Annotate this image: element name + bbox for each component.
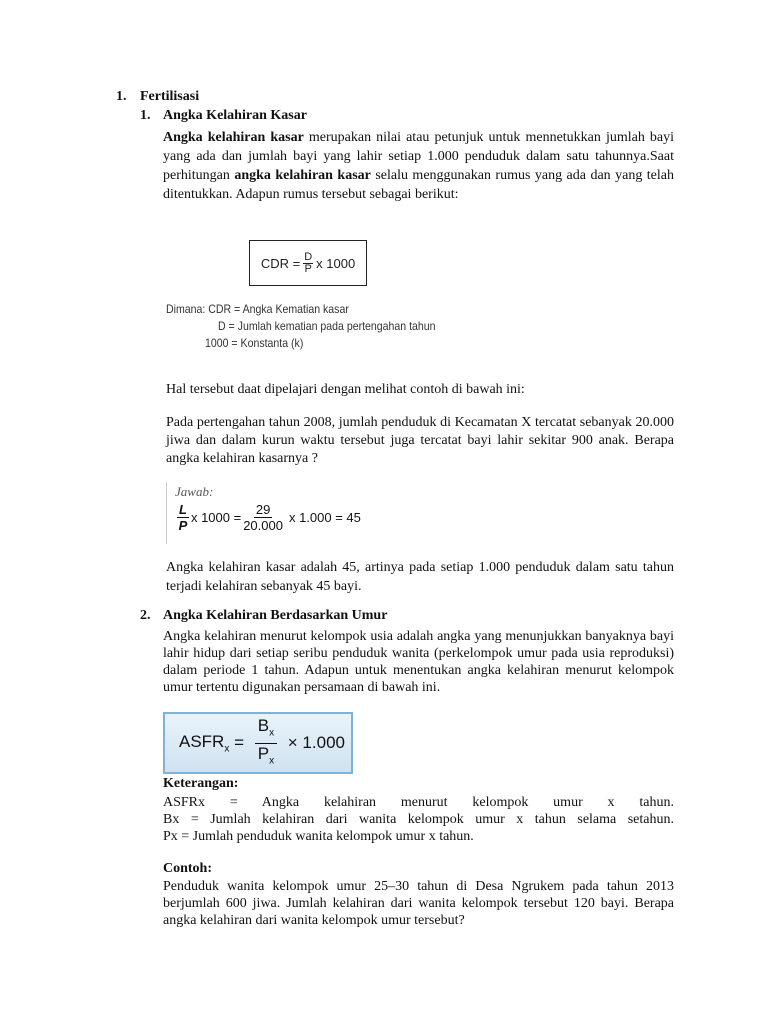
answer-result: x 1.000 = 45 [288, 510, 361, 525]
example-question: Pada pertengahan tahun 2008, jumlah penduduk di Kecamatan X tercatat sebanyak 20.000 jiwa dan dalam kurun waktu tersebut juga tercatat bayi lahir sekitar 900 anak. Berapa angka kelahiran kasarnya ? [166, 415, 674, 466]
answer-denominator: 20.000 [243, 518, 283, 533]
subsection-number: 2. [140, 608, 151, 623]
section-title: Fertilisasi [140, 89, 200, 104]
keterangan-item: ASFRx = Angka kelahiran menurut kelompok umur x tahun. [163, 795, 674, 810]
paragraph-asfr-definition: Angka kelahiran menurut kelompok usia adalah angka yang menunjukkan banyaknya bayi lahir hidup dari setiap seribu penduduk wanita (perkelompok umur pada usia reproduksi) dalam periode 1 tahun. Adapun untuk menentukan angka kelahiran menurut kelompok umur tertentu digunakan persamaan di bawah ini. [163, 629, 674, 695]
contoh-text: Penduduk wanita kelompok umur 25–30 tahun di Desa Ngrukem pada tahun 2013 berjumlah 600 jiwa. Jumlah kelahiran dari wanita kelompok tersebut 120 bayi. Berapa angka kelahiran dari wanita kelompok umur tersebut? [163, 879, 674, 928]
asfr-rhs: × 1.000 [283, 733, 345, 752]
answer-denominator: P [178, 518, 188, 533]
asfr-denominator: $P_x$ [257, 743, 275, 766]
answer-formula [175, 502, 361, 533]
asfr-equals: = [229, 733, 249, 752]
keterangan-title: Keterangan: [163, 776, 239, 791]
cdr-formula-image [249, 240, 367, 286]
example-conclusion: Angka kelahiran kasar adalah 45, artinya pada setiap 1.000 penduduk dalam satu tahun terjadi kelahiran sebanyak 45 bayi. [166, 560, 674, 594]
answer-fraction [243, 502, 283, 533]
answer-numerator: L [179, 502, 187, 517]
subsection-title: Angka Kelahiran Kasar [163, 108, 307, 123]
formula-legend-line: Dimana: CDR = Angka Kematian kasar [166, 302, 349, 316]
section-number: 1. [116, 89, 127, 104]
formula-legend-line: 1000 = Konstanta (k) [205, 336, 304, 350]
keterangan-item: Px = Jumlah penduduk wanita kelompok umur x tahun. [163, 829, 474, 844]
answer-multiplier: x 1000 = [190, 510, 242, 525]
example-intro: Hal tersebut daat dipelajari dengan melihat contoh di bawah ini: [166, 382, 525, 397]
paragraph-cbr-definition: Angka kelahiran kasar merupakan nilai atau petunjuk untuk mennetukkan jumlah bayi yang ada dan jumlah bayi yang lahir setiap 1.000 penduduk dalam satu tahunnya.Saat perhitungan angka kelahiran kasar selalu menggunakan rumus yang ada dan yang telah ditentukkan. Adapun rumus tersebut sebagai berikut: [163, 130, 675, 202]
formula-legend-line: D = Jumlah kematian pada pertengahan tahun [218, 319, 436, 333]
answer-numerator: 29 [255, 502, 271, 517]
answer-label: Jawab: [175, 484, 214, 499]
answer-formula-image [166, 482, 397, 544]
asfr-formula-image [163, 712, 353, 774]
contoh-title: Contoh: [163, 861, 213, 876]
formula-rhs: x 1000 [316, 255, 356, 271]
formula-numerator: D [304, 250, 313, 263]
asfr-lhs: $ASFR_x$ [179, 731, 230, 755]
subsection-number: 1. [140, 108, 151, 123]
keterangan-item: Bx = Jumlah kelahiran dari wanita kelompok umur x tahun selama setahun. [163, 812, 674, 827]
asfr-numerator: $B_x$ [255, 716, 277, 743]
formula-denominator: P [304, 262, 312, 275]
subsection-title: Angka Kelahiran Berdasarkan Umur [163, 608, 388, 623]
asfr-fraction [255, 716, 277, 770]
formula-fraction [303, 252, 313, 275]
answer-fraction [177, 502, 189, 533]
formula-lhs: CDR = [260, 255, 301, 271]
